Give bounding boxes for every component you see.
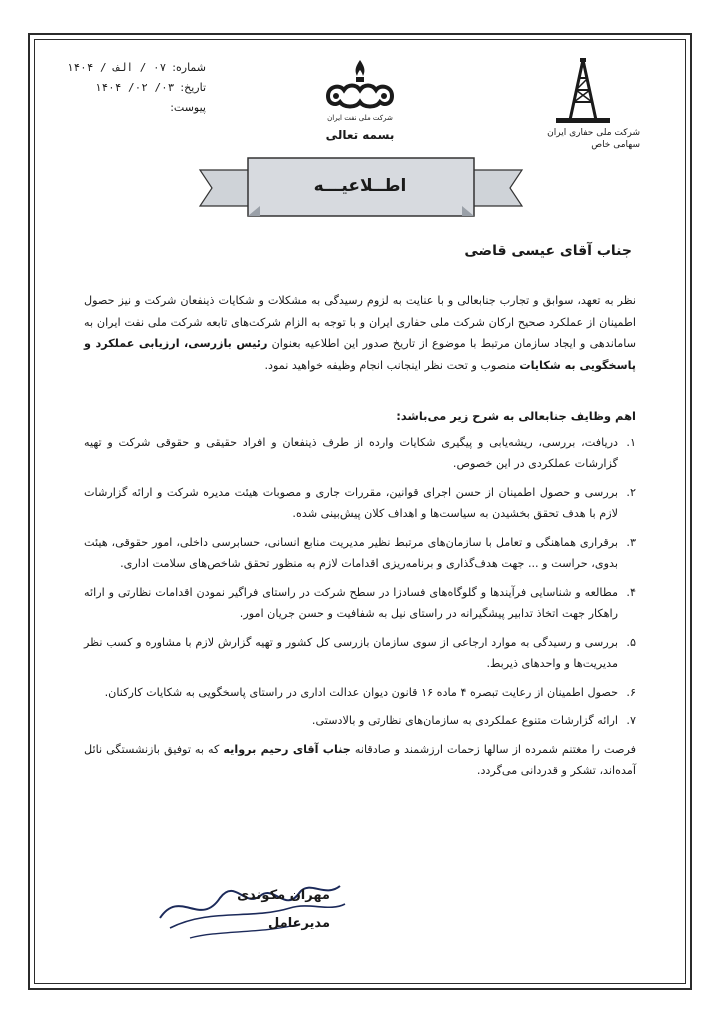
signer-name: مهران مکوندی [237,888,330,903]
duty-text: بررسی و حصول اطمینان از حسن اجرای قوانین، مقررات جاری و مصوبات هیئت مدیره شرکت و ارائه گزارشات لازم با هدف تحقق بخشیدن به سیاست‌ها و اهداف کلان پیش‌بینی شده. [84,485,618,520]
attachment-row [56,98,206,118]
letter-meta [56,58,206,118]
duties-title: اهم وظایف جنابعالی به شرح زیر می‌باشد: [396,409,636,423]
announcement-title: اطــلاعیـــه [313,176,407,196]
number-row [56,58,206,78]
duty-text: برقراری هماهنگی و تعامل با سازمان‌های مرتبط نظیر مدیریت منابع انسانی، حسابرسی داخلی، امور حقوقی، هیئت بدوی، حراست و ... جهت هدف‌گذاری و برنامه‌ریزی اقدامات لازم به منظور تحقق شاخص‌های سلامت اداری. [84,535,618,570]
date-label: تاریخ: [180,81,206,94]
nioc-emblem-icon [320,56,400,126]
nioc-caption: شرکت ملی نفت ایران [327,114,393,122]
company-name: شرکت ملی حفاری ایران [547,128,640,138]
duty-number: ۲. [626,485,636,499]
number-value: ۰۷ / الف / ۱۴۰۴ [66,61,167,74]
duty-item [84,532,636,575]
closing-text-1: فرصت را مغتنم شمرده از سالها زحمات ارزشمند و صادقانه [354,742,636,756]
duty-text: ارائه گزارشات متنوع عملکردی به سازمان‌های نظارتی و بالادستی. [311,714,618,727]
duty-number: ۷. [626,714,636,727]
duty-item [84,482,636,525]
date-value: ۰۳/ ۰۲/ ۱۴۰۴ [94,81,175,94]
duty-text: دریافت، بررسی، ریشه‌یابی و پیگیری شکایات وارده از طرف ذینفعان و افراد حقیقی و حقوقی شرکت و تهیه گزارشات عملکردی در این خصوص. [84,435,618,470]
duty-number: ۳. [626,535,636,549]
duty-number: ۶. [626,685,636,699]
duty-number: ۱. [626,435,636,449]
appointed-position: رئیس بازرسی، ارزیابی عملکرد و پاسخگویی به شکایات [84,337,636,372]
recipient: جناب آقای عیسی قاضی [464,243,632,259]
number-label: شماره: [172,61,206,74]
closing-text-2: که به توفیق بازنشستگی نائل آمده‌اند، تشکر و قدردانی می‌گردد. [84,742,636,777]
duty-number: ۴. [626,585,636,599]
duty-item [84,682,636,704]
closing-paragraph [84,739,636,782]
duty-text: بررسی و رسیدگی به موارد ارجاعی از سوی سازمان بازرسی کل کشور و تهیه گزارش لازم با مشاوره و کسب نظر مدیریت‌ها و واحدهای ذیربط. [84,635,618,670]
besmeh-heading: بسمه تعالی [325,128,395,142]
intro-paragraph [84,290,636,376]
letter-body [84,290,636,782]
drilling-rig-logo-icon [548,58,618,128]
signature-scribble-icon [150,868,350,948]
company-name-block [520,127,640,151]
duty-item [84,432,636,475]
duty-number: ۵. [626,635,636,649]
duties-list [84,432,636,732]
intro-text-1: نظر به تعهد، سوابق و تجارب جنابعالی و با عنایت به لزوم رسیدگی به مشکلات و شکایات ذینفعان شرکت و نیز حصول اطمینان از عملکرد صحیح ارکان شرکت ملی حفاری ایران و با توجه به الزام شرکت‌های تابعه شرکت ملی نفت ایران به ساماندهی و ایجاد سازمان مرتبط با موضوع از تاریخ صدور این اطلاعیه بعنوان [84,294,636,350]
duty-item [84,582,636,625]
duty-text: حصول اطمینان از رعایت تبصره ۴ ماده ۱۶ قانون دیوان عدالت اداری در راستای پاسخگویی به شکایات کارکنان. [104,685,618,699]
company-type: سهامی خاص [591,140,640,150]
retiree-name: جناب آقای رحیم بروایه [223,742,351,756]
signer-title: مدیرعامل [268,916,330,931]
attachment-label: پیوست: [170,101,206,114]
date-row [56,78,206,98]
duty-item [84,632,636,675]
intro-text-2: منصوب و تحت نظر اینجانب انجام وظیفه خواهید نمود. [264,358,516,372]
duty-text: مطالعه و شناسایی فرآیندها و گلوگاه‌های فسادزا در سطح شرکت در راستای فراگیر نمودن اقدامات نظارتی و ارائه راهکار جهت اتخاذ تدابیر پیشگیرانه در راستای نیل به شفافیت و حسن جریان امور. [84,585,618,620]
duty-item [84,710,636,732]
